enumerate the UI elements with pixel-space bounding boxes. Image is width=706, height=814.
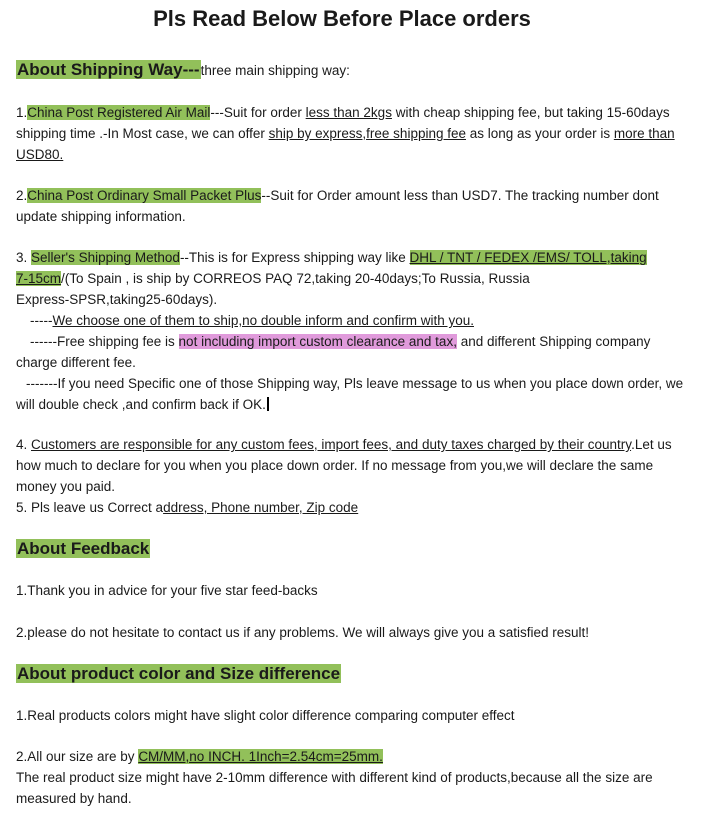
text: shipping time .-In Most case, we can offer <box>16 126 269 141</box>
shipping-heading-text: About Shipping Way--- <box>17 60 200 79</box>
text: charge different fee. <box>16 355 136 370</box>
feedback-heading-text: About Feedback <box>17 539 150 558</box>
color-size-heading <box>16 663 341 685</box>
text: and different Shipping company <box>456 334 651 349</box>
method-small-packet-plus: China Post Ordinary Small Packet Plus <box>27 188 262 203</box>
express-offer: ship by express,free shipping fee <box>268 126 466 141</box>
text: /(To Spain , is ship by CORREOS PAQ 72,taking 20-40days;To Russia, Russia <box>61 271 530 286</box>
item-number: 2. <box>16 188 28 203</box>
text: --Suit for Order amount less than USD7. The tracking number dont <box>261 188 659 203</box>
text: 5. Pls leave us Correct a <box>16 500 164 515</box>
text: ----- <box>30 313 53 328</box>
no-double-inform-note: We choose one of them to ship,no double inform and confirm with you. <box>52 313 474 328</box>
text: The real product size might have 2-10mm difference with different kind of products,because all the size are <box>16 770 653 785</box>
page-title: Pls Read Below Before Place orders <box>153 6 531 31</box>
text: with cheap shipping fee, but taking 15-60days <box>391 105 670 120</box>
item-number: 4. <box>16 437 32 452</box>
shipping-item-4 <box>16 434 706 497</box>
shipping-heading-suffix: three main shipping way: <box>200 63 350 78</box>
address-fields: ddress, Phone number, Zip code <box>163 500 359 515</box>
shipping-item-3 <box>16 247 706 415</box>
method-seller-shipping: Seller's Shipping Method <box>31 250 180 265</box>
order-threshold-amount: USD80. <box>16 147 64 162</box>
order-threshold: more than <box>613 126 675 141</box>
text: measured by hand. <box>16 791 132 806</box>
text: ------Free shipping fee is <box>30 334 179 349</box>
color-size-item-1: 1.Real products colors might have slight color difference comparing computer effect <box>16 708 515 723</box>
text: --This is for Express shipping way like <box>179 250 410 265</box>
text: 2.All our size are by <box>16 749 139 764</box>
text: -------If you need Specific one of those Shipping way, Pls leave message to us when you place down order, we <box>26 376 684 391</box>
text-cursor <box>267 397 269 411</box>
text: will double check ,and confirm back if OK. <box>16 397 266 412</box>
item-number: 1. <box>16 105 28 120</box>
size-units-note: CM/MM,no INCH. 1Inch=2.54cm=25mm. <box>138 749 383 764</box>
text: money you paid. <box>16 479 116 494</box>
feedback-item-2: 2.please do not hesitate to contact us if any problems. We will always give you a satisfied result! <box>16 625 590 640</box>
text: ---Suit for order <box>210 105 306 120</box>
text: update shipping information. <box>16 209 186 224</box>
shipping-heading <box>16 59 350 82</box>
text: as long as your order is <box>466 126 614 141</box>
item-number: 3. <box>16 250 32 265</box>
text: .Let us <box>631 437 672 452</box>
customs-responsibility: Customers are responsible for any custom fees, import fees, and duty taxes charged by their country <box>31 437 632 452</box>
express-carriers: DHL / TNT / FEDEX /EMS/ TOLL,taking <box>409 250 647 265</box>
weight-limit: less than 2kgs <box>305 105 392 120</box>
shipping-item-5 <box>16 497 706 518</box>
method-registered-air-mail: China Post Registered Air Mail <box>27 105 211 120</box>
color-size-item-2 <box>16 746 706 809</box>
express-duration: 7-15cm <box>16 271 62 286</box>
not-including-tax-note: not including import custom clearance and tax, <box>178 334 457 349</box>
text: how much to declare for you when you place down order. If no message from you,we will declare the same <box>16 458 654 473</box>
color-size-heading-text: About product color and Size difference <box>17 664 341 683</box>
text: Express-SPSR,taking25-60days). <box>16 292 218 307</box>
feedback-heading <box>16 538 150 560</box>
feedback-item-1: 1.Thank you in advice for your five star feed-backs <box>16 583 318 598</box>
shipping-item-1 <box>16 102 706 165</box>
shipping-item-2 <box>16 185 706 227</box>
